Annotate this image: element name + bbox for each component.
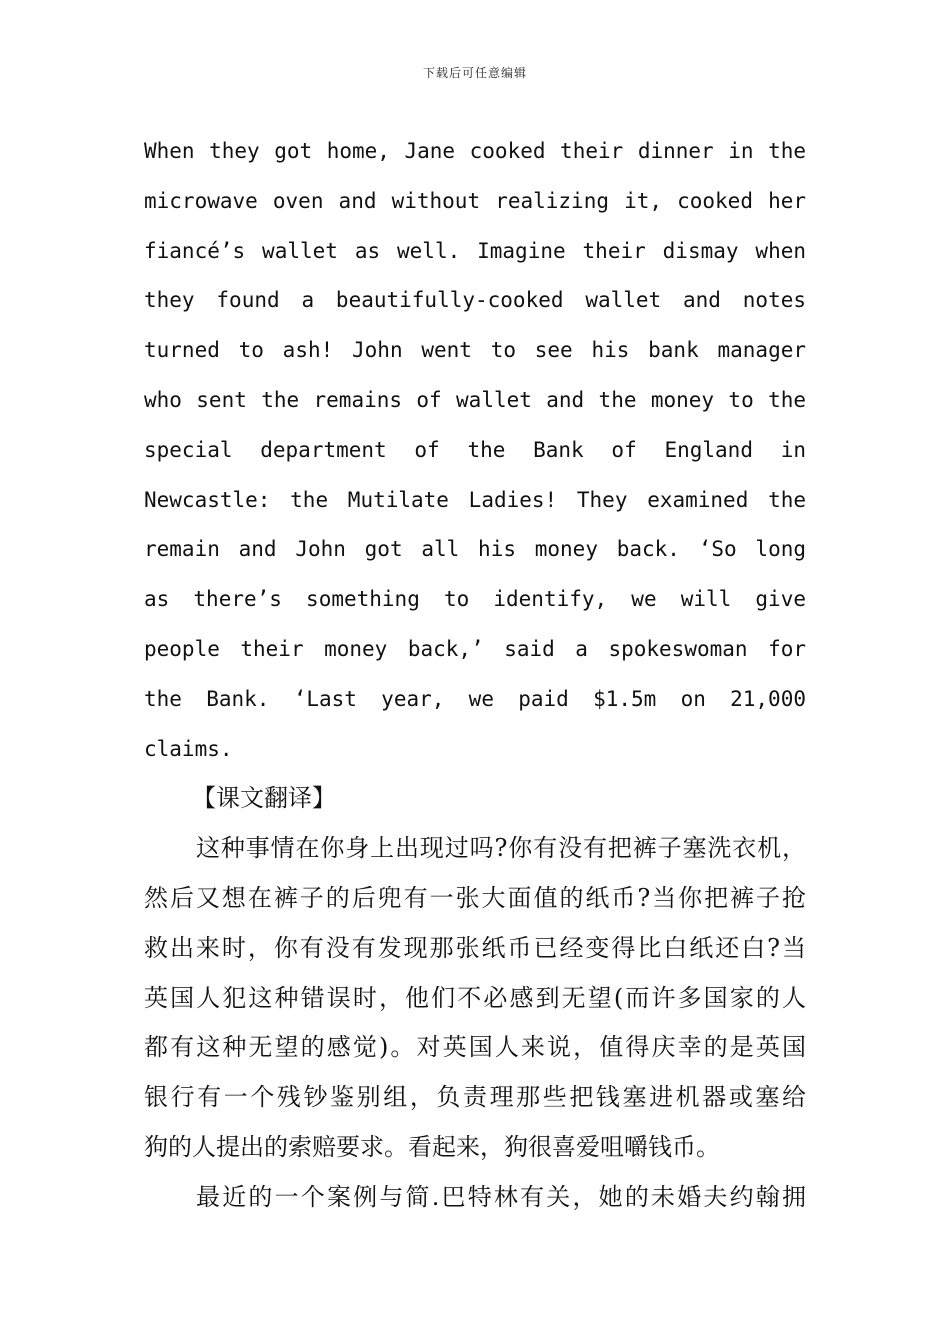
text-line: 狗的人提出的索赔要求。看起来，狗很喜爱咀嚼钱币。 (144, 1132, 720, 1161)
text-line: remain and John got all his money back. ‘So long (144, 537, 806, 562)
text-line: Newcastle: the Mutilate Ladies! They examined the (144, 487, 806, 512)
text-line: 救出来时，你有没有发现那张纸币已经变得比白纸还白?当 (144, 933, 806, 962)
text-line: 然后又想在裤子的后兜有一张大面值的纸币?当你把裤子抢 (144, 883, 806, 912)
text-line: turned to ash! John went to see his bank manager (144, 338, 806, 363)
text-line: the Bank. ‘Last year, we paid $1.5m on 21,000 (144, 686, 806, 711)
english-paragraph (144, 127, 806, 774)
text-line: who sent the remains of wallet and the money to the (144, 387, 806, 412)
text-line: 这种事情在你身上出现过吗?你有没有把裤子塞洗衣机， (196, 834, 806, 863)
text-line: claims. (144, 736, 233, 761)
page-header-note: 下载后可任意编辑 (422, 66, 527, 80)
text-line: fiancé’s wallet as well. Imagine their dismay when (144, 238, 806, 263)
translation-paragraph (144, 824, 806, 1173)
text-line: as there’s something to identify, we will give (144, 587, 806, 612)
text-line: they found a beautifully-cooked wallet and notes (144, 288, 806, 313)
section-heading: 【课文翻译】 (192, 784, 336, 813)
text-line: 最近的一个案例与简.巴特林有关，她的未婚夫约翰拥 (196, 1182, 806, 1211)
text-line: people their money back,’ said a spokeswoman for (144, 636, 806, 661)
text-line: When they got home, Jane cooked their dinner in the (144, 139, 806, 163)
body-text (144, 127, 806, 1223)
text-line: microwave oven and without realizing it, cooked her (144, 188, 806, 213)
text-line: 都有这种无望的感觉)。对英国人来说，值得庆幸的是英国 (144, 1033, 806, 1062)
text-line: 银行有一个残钞鉴别组，负责理那些把钱塞进机器或塞给 (144, 1083, 806, 1112)
text-line: 英国人犯这种错误时，他们不必感到无望(而许多国家的人 (144, 983, 806, 1012)
translation-paragraph (144, 1173, 806, 1223)
text-line: special department of the Bank of England in (144, 437, 806, 462)
